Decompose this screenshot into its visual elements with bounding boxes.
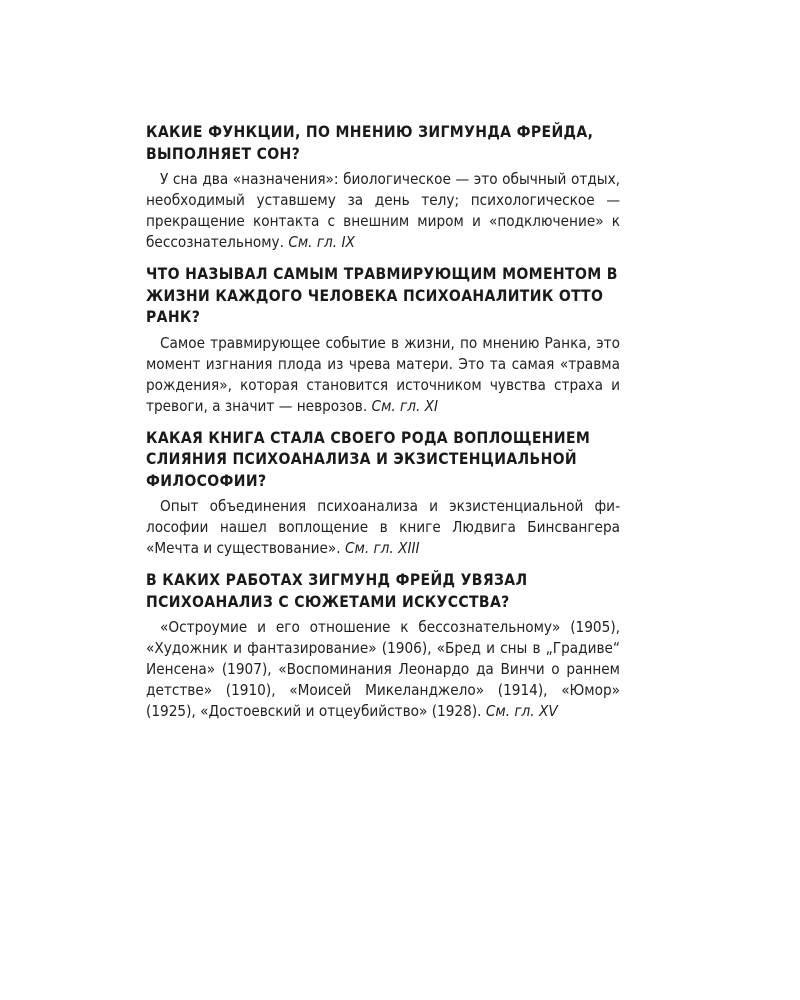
answer-body: «Остроумие и его отношение к бессознательному» (1905), «Художник и фантазирование» (1906), «Бред и сны в „Градиве“ Иенсена» (1907), «Воспоминания Леонардо да Винчи о раннем детстве» (1910), «Моисей Микеланджело» (1914), «Юмор» (1925), «Достоевский и отцеубийство» (1928). bbox=[146, 618, 620, 720]
qa-item-freud-dream bbox=[146, 122, 620, 253]
answer-body: У сна два «назначения»: биологическое — это обычный отдых, необходимый уставшему за день телу; психологическое — прекращение контакта с внешним миром и «подключение» к бессознательному. bbox=[146, 170, 620, 251]
qa-item-binswanger bbox=[146, 428, 620, 560]
question-heading: В КАКИХ РАБОТАХ ЗИГМУНД ФРЕЙД УВЯЗАЛ ПСИХОАНАЛИЗ С СЮЖЕТАМИ ИСКУССТВА? bbox=[146, 571, 528, 611]
answer-text bbox=[146, 496, 620, 559]
chapter-reference: См. гл. IX bbox=[288, 233, 355, 251]
answer-text bbox=[146, 333, 620, 417]
question-heading: ЧТО НАЗЫВАЛ САМЫМ ТРАВМИРУЮЩИМ МОМЕНТОМ В ЖИЗНИ КАЖДОГО ЧЕЛОВЕКА ПСИХОАНАЛИТИК ОТТО РАНК? bbox=[146, 265, 618, 326]
page-content bbox=[146, 122, 620, 733]
qa-item-rank-trauma bbox=[146, 264, 620, 417]
answer-body: Самое травмирующее событие в жизни, по мнению Ранка, это момент изгнания плода из чрева матери. Это та самая «травма рождения», которая становится источником чувства страха и тревоги, а значит — неврозов. bbox=[146, 333, 620, 415]
answer-text bbox=[146, 169, 620, 253]
chapter-reference: См. гл. XV bbox=[485, 702, 558, 720]
qa-item-freud-art bbox=[146, 570, 620, 722]
answer-body: Опыт объединения психоанализа и экзистенциальной философии нашел воплощение в книге Людвига Бинсвангера «Мечта и существование». bbox=[146, 497, 620, 557]
answer-text bbox=[146, 617, 620, 722]
question-heading: КАКИЕ ФУНКЦИИ, ПО МНЕНИЮ ЗИГМУНДА ФРЕЙДА, ВЫПОЛНЯЕТ СОН? bbox=[146, 123, 594, 163]
chapter-reference: См. гл. XIII bbox=[344, 539, 420, 557]
chapter-reference: См. гл. XI bbox=[371, 396, 439, 415]
question-heading: КАКАЯ КНИГА СТАЛА СВОЕГО РОДА ВОПЛОЩЕНИЕМ СЛИЯНИЯ ПСИХОАНАЛИЗА И ЭКЗИСТЕНЦИАЛЬНОЙ ФИЛОСОФИИ? bbox=[146, 428, 591, 490]
